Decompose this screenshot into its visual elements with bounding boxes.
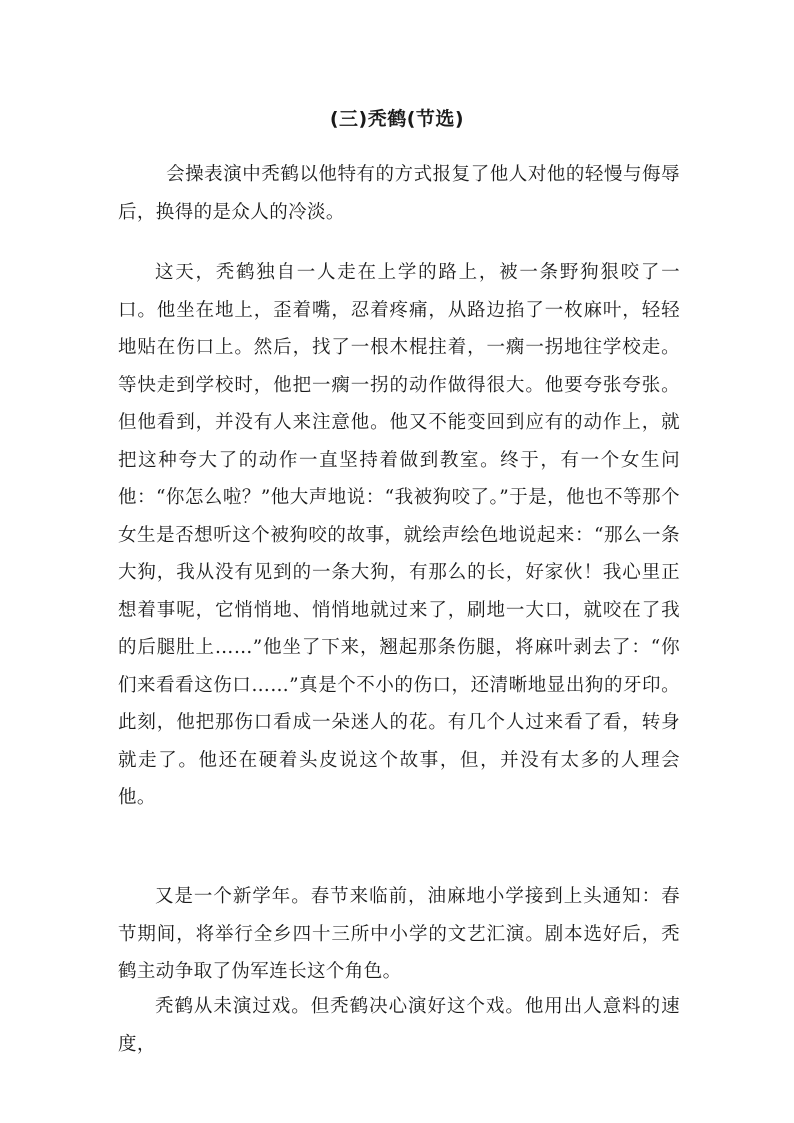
section-title: (三)秃鹤(节选) <box>329 108 465 130</box>
paragraph-4: 秃鹤从未演过戏。但秃鹤决心演好这个戏。他用出人意料的速度， <box>118 996 680 1055</box>
paragraph-3: 又是一个新学年。春节来临前，油麻地小学接到上头通知：春节期间，将举行全乡四十三所中小学的文艺汇演。剧本选好后，秃鹤主动争取了伪军连长这个角色。 <box>118 886 680 982</box>
paragraph-1: 会操表演中秃鹤以他特有的方式报复了他人对他的轻慢与侮辱后，换得的是众人的冷淡。 <box>118 164 680 223</box>
paragraph-2: 这天，秃鹤独自一人走在上学的路上，被一条野狗狠咬了一口。他坐在地上，歪着嘴，忍着疼痛，从路边掐了一枚麻叶，轻轻地贴在伤口上。然后，找了一根木棍拄着，一瘸一拐地往学校走。等快走到学校时，他把一瘸一拐的动作做得很大。他要夸张夸张。但他看到，并没有人来注意他。他又不能变回到应有的动作上，就把这种夸大了的动作一直坚持着做到教室。终于，有一个女生问他：“你怎么啦？”他大声地说：“我被狗咬了。”于是，他也不等那个女生是否想听这个被狗咬的故事，就绘声绘色地说起来：“那么一条大狗，我从没有见到的一条大狗，有那么的长，好家伙！我心里正想着事呢，它悄悄地、悄悄地就过来了，刷地一大口，就咬在了我的后腿肚上……”他坐了下来，翘起那条伤腿，将麻叶剥去了：“你们来看看这伤口……”真是个不小的伤口，还清晰地显出狗的牙印。此刻，他把那伤口看成一朵迷人的花。有几个人过来看了看，转身就走了。他还在硬着头皮说这个故事，但，并没有太多的人理会他。 <box>118 262 680 808</box>
